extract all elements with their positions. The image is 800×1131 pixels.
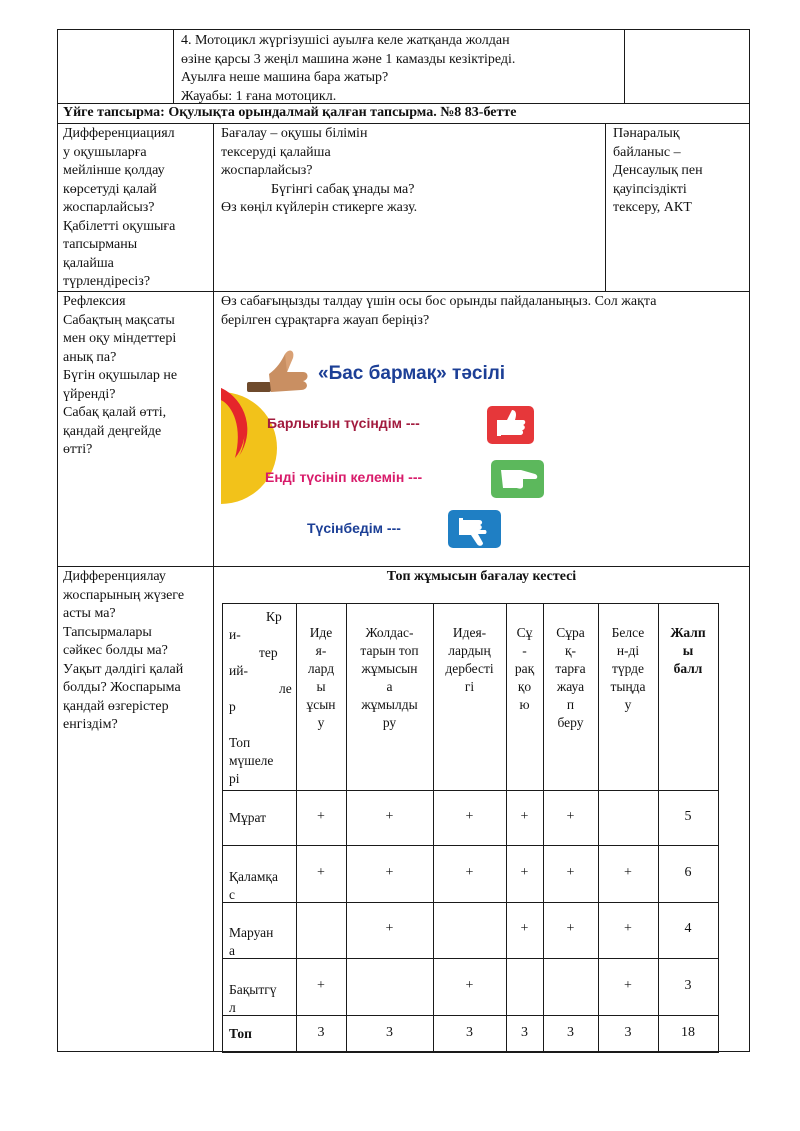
column-header-line: гі (464, 679, 475, 694)
task-4-line-1: 4. Мотоцикл жүргізушісі ауылға келе жатқанда жолдан (181, 33, 510, 48)
outer-top-border (57, 29, 750, 30)
thumb-method-title: «Бас бармақ» тәсілі (318, 363, 506, 384)
final-q-line: сәйкес болды ма? (63, 643, 168, 658)
column-header-line: балл (673, 661, 703, 676)
diff-q-line: мейлінше қолдау (63, 163, 165, 178)
task-4-line-4: Жауабы: 1 ғана мотоцикл. (181, 88, 337, 104)
diff-q-line: қалайша (63, 255, 114, 271)
score-cell: + (520, 864, 529, 880)
column-header-line: дербесті (445, 661, 494, 676)
member-name (229, 981, 295, 1017)
column-header-line: - (522, 643, 527, 658)
diff-q-line: жоспарлайсыз? (63, 200, 155, 215)
pointing-hand-icon (491, 460, 544, 498)
final-question (63, 568, 184, 735)
score-cell: 3 (684, 977, 692, 993)
score-cell: + (465, 808, 474, 824)
assess-line: Бағалау – оқушы білімін (221, 126, 368, 141)
column-header-line: тарын топ (360, 643, 419, 658)
task-4-text (181, 32, 515, 106)
corner-header (229, 608, 295, 788)
grid-hline-3 (222, 902, 719, 903)
grid-vline-1 (296, 603, 297, 1052)
score-cell: + (624, 864, 632, 880)
score-cell: 3 (317, 1024, 325, 1040)
score-cell: 6 (684, 864, 692, 880)
column-header-line: жауа (556, 679, 585, 694)
row3-divider-right (605, 123, 606, 291)
final-q-line: болды? Жоспарыма (63, 680, 181, 695)
score-cell: 3 (466, 1024, 473, 1040)
score-cell: 3 (386, 1024, 393, 1040)
grid-vline-0 (222, 603, 223, 1052)
score-cell: 4 (684, 921, 692, 936)
links-line: қауіпсіздікті (613, 181, 687, 197)
corner-header-line: Топ (229, 735, 251, 750)
grading-table-title: Топ жұмысын бағалау кестесі (386, 569, 577, 584)
final-q-line: қандай өзгерістер (63, 698, 169, 714)
column-header-line: я- (315, 643, 327, 658)
column-header-line: у (624, 697, 632, 712)
grid-vline-4 (506, 603, 507, 1052)
column-header (433, 624, 506, 696)
score-cell: + (520, 921, 529, 936)
score-cell: 5 (684, 808, 692, 824)
hline-2 (57, 123, 750, 124)
score-cell: + (566, 808, 575, 824)
column-header (658, 624, 718, 678)
grid-vline-6 (598, 603, 599, 1052)
assess-line: Бүгінгі сабақ ұнады ма? (271, 181, 415, 197)
column-header-line: лард (307, 661, 335, 676)
member-name-line: Мұрат (229, 809, 267, 825)
column-header-line: беру (557, 715, 584, 730)
outer-right-border (749, 29, 750, 1052)
column-header-line: қ- (564, 643, 577, 658)
diff-q-line: көрсетуді қалай (63, 181, 157, 197)
refl-q-line: қандай деңгейде (63, 423, 162, 439)
differentiation-question (63, 125, 175, 292)
task-4-line-2: өзіне қарсы 3 жеңіл машина және 1 камазды кезіктіреді. (181, 51, 516, 67)
assess-line: Өз көңіл күйлерін стикерге жазу. (221, 200, 418, 215)
column-header (346, 624, 433, 732)
hand-thumb-up-icon (247, 351, 308, 392)
column-header-line: ю (519, 697, 530, 712)
column-header-line: рақ (514, 661, 535, 676)
hline-4 (57, 566, 750, 567)
column-header-line: тарға (555, 661, 586, 676)
reflection-question (63, 293, 177, 460)
column-header-line: жұмысын (361, 661, 418, 676)
grid-hline-1 (222, 790, 719, 791)
score-cell: 3 (521, 1024, 528, 1040)
corner-header-line: р (229, 699, 236, 714)
interdisciplinary-links (613, 125, 703, 218)
final-q-line: Дифференциялау (63, 569, 166, 584)
row1-divider-right (624, 29, 625, 103)
column-header-line: жұмылды (361, 697, 418, 712)
column-header (506, 624, 543, 714)
corner-header-line: ле (279, 681, 292, 696)
thumbs-up-icon (487, 406, 534, 444)
refl-q-line: Сабақ қалай өтті, (63, 405, 167, 420)
grid-hline-6 (222, 1052, 719, 1053)
member-name-line: Бақытгү (229, 981, 277, 997)
homework-text: Үйге тапсырма: Оқулықта орындалмай қалған тапсырма. №8 83-бетте (63, 105, 517, 120)
column-header (598, 624, 658, 714)
score-cell: + (566, 864, 575, 880)
column-header-line: ұсын (306, 697, 336, 712)
assess-line: жоспарлайсыз? (221, 163, 313, 178)
score-cell: 3 (567, 1024, 574, 1040)
thumb-line-3: Түсінбедім --- (307, 520, 401, 536)
refl-prompt-line: берілген сұрақтарға жауап беріңіз? (221, 312, 430, 328)
member-name (229, 1025, 295, 1043)
score-cell: + (317, 808, 325, 824)
score-cell: + (465, 864, 474, 880)
column-header-line: тыңда (610, 679, 646, 694)
grid-vline-3 (433, 603, 434, 1052)
links-line: тексеру, АКТ (613, 200, 692, 215)
row1-divider-left (173, 29, 174, 103)
score-cell: + (624, 921, 632, 936)
column-header-line: Жолдас- (365, 625, 414, 640)
column-header-line: лардың (448, 643, 491, 658)
member-name-line: Маруан (229, 925, 274, 940)
member-name-line: а (229, 943, 235, 958)
refl-q-line: Бүгін оқушылар не (63, 368, 178, 383)
diff-q-line: тапсырманы (63, 237, 138, 252)
diff-q-line: у оқушыларға (63, 144, 147, 160)
refl-q-line: үйренді? (63, 386, 116, 402)
score-cell: + (317, 864, 325, 880)
refl-q-line: мен оқу міндеттері (63, 331, 177, 346)
column-header (296, 624, 346, 732)
column-header-line: ы (682, 643, 694, 658)
score-cell: + (317, 977, 325, 993)
column-header-line: а (386, 679, 393, 694)
refl-prompt-line: Өз сабағыңызды талдау үшін осы бос орынды пайдаланыңыз. Сол жақта (221, 294, 657, 309)
links-line: Денсаулық пен (613, 163, 703, 178)
column-header-line: Жалп (670, 625, 706, 640)
score-cell: 3 (624, 1024, 632, 1040)
outer-bottom-border (57, 1051, 750, 1052)
column-header-line: Иде (309, 625, 333, 640)
thumb-line-1: Барлығын түсіндім --- (267, 415, 420, 431)
corner-header-line: тер (259, 645, 278, 660)
grid-vline-2 (346, 603, 347, 1052)
corner-header-line: ий- (229, 663, 248, 678)
thumbs-down-icon (448, 510, 501, 548)
score-cell: 18 (681, 1024, 695, 1040)
links-line: байланыс – (613, 144, 681, 160)
corner-header-line: Кр (266, 609, 282, 624)
refl-q-line: өтті? (63, 442, 93, 457)
column-header-line: Белсе (611, 625, 645, 640)
column-header-line: ы (316, 679, 326, 694)
rows45-divider (213, 291, 214, 1052)
score-cell: + (385, 921, 394, 936)
final-q-line: Тапсырмалары (63, 624, 152, 640)
thumb-line-2: Енді түсініп келемін --- (265, 469, 423, 485)
diff-q-line: түрлендіресіз? (63, 274, 151, 289)
member-name (229, 809, 295, 827)
score-cell: + (465, 977, 474, 993)
corner-header-line: рі (229, 771, 240, 786)
member-name-line: с (229, 886, 235, 902)
final-q-line: Уақыт дәлдігі қалай (63, 661, 184, 677)
score-cell: + (624, 977, 632, 993)
column-header-line: қо (517, 679, 532, 694)
column-header-line: Сұра (556, 625, 585, 640)
final-q-line: енгіздім? (63, 717, 118, 732)
assess-line: тексеруді қалайша (221, 144, 331, 160)
column-header-line: у (317, 715, 325, 730)
task-4-line-3: Ауылға неше машина бара жатыр? (181, 70, 389, 85)
grid-hline-5 (222, 1015, 719, 1016)
diff-q-line: Қабілетті оқушыға (63, 218, 176, 234)
column-header-line: Идея- (452, 625, 487, 640)
refl-q-line: Рефлексия (63, 294, 126, 309)
column-header-line: Сұ (516, 625, 533, 640)
refl-q-line: Сабақтың мақсаты (63, 312, 175, 328)
outer-left-border (57, 29, 58, 1052)
diff-q-line: Дифференциациял (63, 126, 175, 141)
score-cell: + (520, 808, 529, 824)
score-cell: + (385, 808, 394, 824)
corner-header-line: и- (229, 627, 241, 642)
links-line: Пәнаралық (613, 126, 680, 141)
score-cell: + (566, 921, 575, 936)
member-name-line: л (229, 999, 236, 1015)
corner-header-line: мүшеле (229, 753, 274, 768)
column-header-line: ру (382, 715, 397, 730)
column-header-line: түрде (611, 661, 645, 676)
grid-vline-7 (658, 603, 659, 1052)
final-q-line: жоспарының жүзеге (63, 587, 185, 603)
refl-q-line: анық па? (63, 349, 117, 365)
grid-vline-8 (718, 603, 719, 1052)
row3-divider-left (213, 123, 214, 291)
grid-vline-5 (543, 603, 544, 1052)
score-cell: + (385, 864, 394, 880)
member-name-line: Қаламқа (229, 868, 278, 884)
column-header-line: п (566, 697, 575, 712)
corner-header-line (229, 716, 295, 734)
grid-hline-4 (222, 958, 719, 959)
column-header-line: н-ді (616, 643, 640, 658)
column-header (543, 624, 598, 732)
thumb-method-image (221, 348, 561, 562)
member-name (229, 924, 295, 960)
member-name (229, 868, 295, 904)
assessment-text (221, 125, 417, 218)
final-q-line: асты ма? (63, 606, 116, 621)
grid-hline-2 (222, 845, 719, 846)
grid-hline-0 (222, 603, 719, 604)
reflection-prompt (221, 293, 656, 330)
member-name-line: Топ (229, 1025, 252, 1041)
